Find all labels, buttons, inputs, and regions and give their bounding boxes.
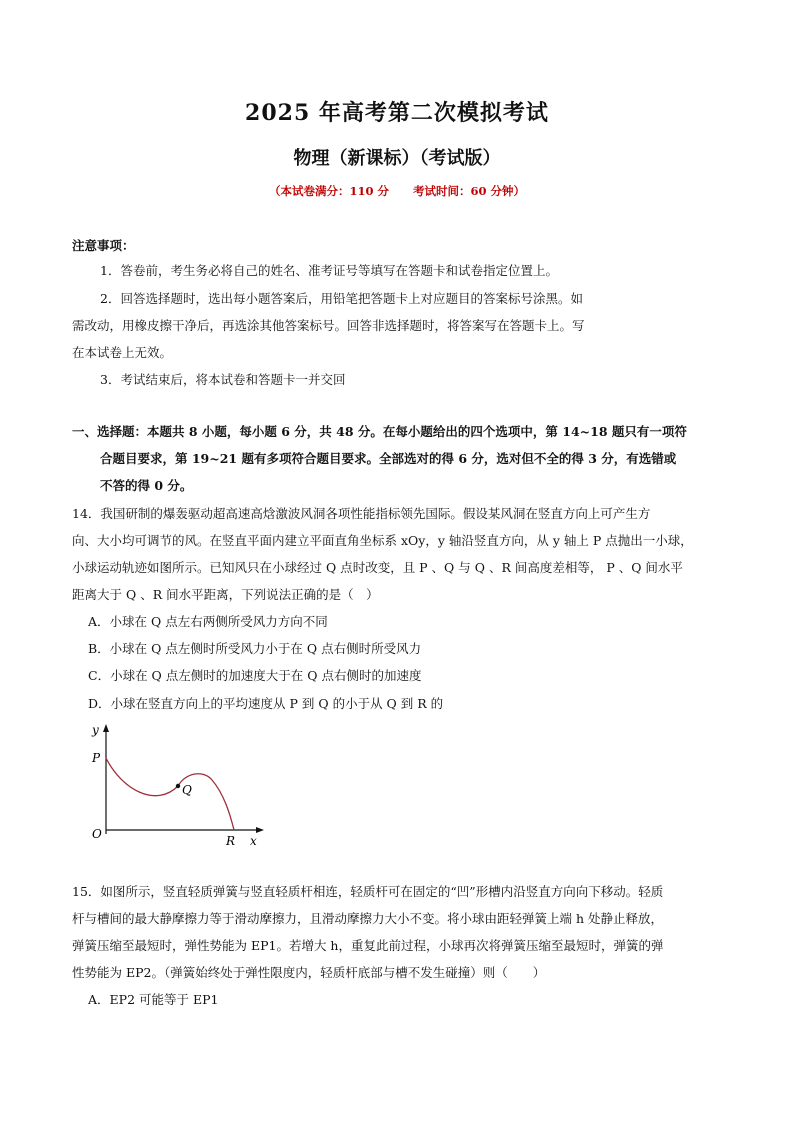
exam-meta — [0, 183, 794, 199]
q15-line-2: 杆与槽间的最大静摩擦力等于滑动摩擦力，且滑动摩擦力大小不变。将小球由距轻弹簧上端 h 处静止释放， — [72, 911, 663, 926]
label-y: y — [92, 723, 99, 737]
q15-line-1: 15．如图所示，竖直轻质弹簧与竖直轻质杆相连，轻质杆可在固定的“凹”形槽内沿竖直方向向下移动。轻质 — [72, 884, 664, 899]
q14-trajectory-figure — [86, 718, 276, 850]
y-axis-arrow — [103, 724, 109, 732]
full-score: （本试卷满分：110 分 — [268, 184, 389, 198]
q15-option-a: A．EP2 可能等于 EP1 — [88, 992, 219, 1007]
section-1-line-1: 一、选择题：本题共 8 小题，每小题 6 分，共 48 分。在每小题给出的四个选项中，第 14~18 题只有一项符 — [72, 424, 687, 439]
label-x: x — [250, 834, 257, 848]
point-q-dot — [176, 784, 180, 788]
note-item-3: 3．考试结束后，将本试卷和答题卡一并交回 — [100, 372, 346, 387]
q14-line-3: 小球运动轨迹如图所示。已知风只在小球经过 Q 点时改变，且 P 、Q 与 Q 、R 间高度差相等， P 、Q 间水平 — [72, 560, 683, 575]
exam-subtitle: 物理（新课标）（考试版） — [293, 148, 501, 169]
q15-line-4: 性势能为 EP2。（弹簧始终处于弹性限度内，轻质杆底部与槽不发生碰撞）则（ ） — [72, 965, 546, 980]
q14-line-4: 距离大于 Q 、R 间水平距离，下列说法正确的是（ ） — [72, 587, 379, 602]
note-item-1: 1．答卷前，考生务必将自己的姓名、准考证号等填写在答题卡和试卷指定位置上。 — [100, 263, 558, 278]
q14-line-1: 14．我国研制的爆轰驱动超高速高焓激波风洞各项性能指标领先国际。假设某风洞在竖直方向上可产生方 — [72, 506, 651, 521]
label-r: R — [226, 834, 236, 848]
q14-option-c: C．小球在 Q 点左侧时的加速度大于在 Q 点右侧时的加速度 — [88, 668, 422, 683]
notes-heading: 注意事项： — [72, 238, 135, 253]
note-item-2-line-2: 需改动，用橡皮擦干净后，再选涂其他答案标号。回答非选择题时，将答案写在答题卡上。写 — [72, 318, 585, 333]
section-1-line-3: 不答的得 0 分。 — [100, 478, 193, 493]
label-o: O — [92, 827, 102, 841]
section-1-line-2: 合题目要求，第 19~21 题有多项符合题目要求。全部选对的得 6 分，选对但不全的得 3 分，有选错或 — [100, 451, 677, 466]
q14-option-b: B．小球在 Q 点左侧时所受风力小于在 Q 点右侧时所受风力 — [88, 641, 422, 656]
label-q: Q — [182, 783, 192, 797]
exam-title: 2025 年高考第二次模拟考试 — [245, 100, 549, 126]
note-item-2-line-1: 2．回答选择题时，选出每小题答案后，用铅笔把答题卡上对应题目的答案标号涂黑。如 — [100, 291, 583, 306]
x-axis-arrow — [256, 827, 264, 833]
label-p: P — [92, 751, 101, 765]
q15-line-3: 弹簧压缩至最短时，弹性势能为 EP1。若增大 h，重复此前过程，小球再次将弹簧压缩至最短时，弹簧的弹 — [72, 938, 664, 953]
q14-option-d: D．小球在竖直方向上的平均速度从 P 到 Q 的小于从 Q 到 R 的 — [88, 696, 444, 711]
exam-time: 考试时间：60 分钟） — [413, 184, 526, 198]
note-item-2-line-3: 在本试卷上无效。 — [72, 345, 173, 360]
q14-option-a: A．小球在 Q 点左右两侧所受风力方向不同 — [88, 614, 328, 629]
q14-line-2: 向、大小均可调节的风。在竖直平面内建立平面直角坐标系 xOy，y 轴沿竖直方向，从 y 轴上 P 点抛出一小球， — [72, 533, 693, 548]
trajectory-curve — [106, 758, 234, 830]
